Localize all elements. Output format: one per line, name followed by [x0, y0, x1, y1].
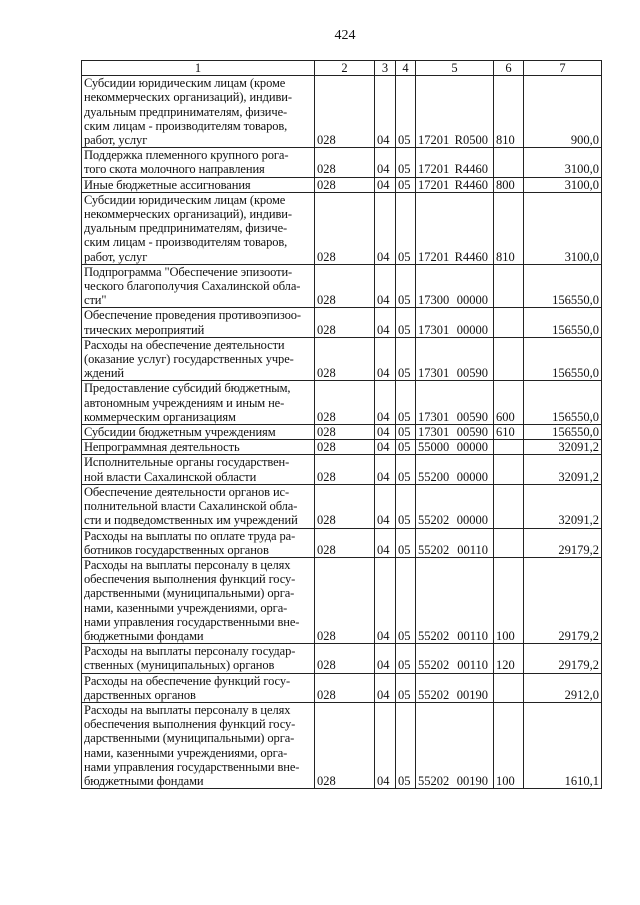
expense-name: Обеспечение деятельности органов ис- полнительной власти Сахалинской обла- сти и подведомственных им учреждений	[82, 484, 315, 528]
section-code: 04	[375, 148, 396, 177]
target-article-cell	[416, 177, 494, 192]
header-col-1: 1	[82, 61, 315, 76]
target-article-direction: 00000	[456, 322, 488, 337]
subsection-code: 05	[396, 308, 416, 337]
target-article-cell	[416, 702, 494, 788]
target-article-direction: 00590	[456, 409, 488, 424]
table-row	[82, 425, 602, 440]
target-article-direction: 00000	[456, 293, 488, 308]
section-code: 04	[375, 308, 396, 337]
target-article-direction: 00590	[456, 425, 488, 440]
target-article-program: 55202	[418, 542, 450, 557]
table-row	[82, 337, 602, 381]
ministry-code: 028	[315, 557, 375, 643]
expense-name: Предоставление субсидий бюджетным, автономным учреждениям и иным не- коммерческим организациям	[82, 381, 315, 425]
ministry-code: 028	[315, 337, 375, 381]
ministry-code: 028	[315, 148, 375, 177]
expense-name: Поддержка племенного крупного рога- того скота молочного направления	[82, 148, 315, 177]
target-article-program: 55200	[418, 469, 450, 484]
amount: 156550,0	[524, 425, 602, 440]
expense-type-code	[494, 308, 524, 337]
subsection-code: 05	[396, 455, 416, 484]
table-row	[82, 644, 602, 673]
amount: 3100,0	[524, 192, 602, 264]
target-article-cell	[416, 484, 494, 528]
expense-type-code: 800	[494, 177, 524, 192]
target-article-direction: 00000	[456, 513, 488, 528]
ministry-code: 028	[315, 702, 375, 788]
amount: 156550,0	[524, 337, 602, 381]
header-col-7: 7	[524, 61, 602, 76]
subsection-code: 05	[396, 484, 416, 528]
subsection-code: 05	[396, 177, 416, 192]
ministry-code: 028	[315, 528, 375, 557]
header-col-6: 6	[494, 61, 524, 76]
table-row	[82, 484, 602, 528]
target-article-direction: 00000	[456, 469, 488, 484]
target-article-program: 17201	[418, 133, 450, 148]
target-article-direction: 00190	[456, 773, 488, 788]
section-code: 04	[375, 484, 396, 528]
ministry-code: 028	[315, 177, 375, 192]
target-article-cell	[416, 381, 494, 425]
target-article-direction: 00190	[456, 687, 488, 702]
section-code: 04	[375, 337, 396, 381]
expense-type-code	[494, 337, 524, 381]
ministry-code: 028	[315, 264, 375, 308]
subsection-code: 05	[396, 264, 416, 308]
expense-type-code: 600	[494, 381, 524, 425]
amount: 3100,0	[524, 148, 602, 177]
expense-type-code	[494, 264, 524, 308]
ministry-code: 028	[315, 308, 375, 337]
table-row	[82, 177, 602, 192]
expense-type-code: 120	[494, 644, 524, 673]
target-article-direction: 00000	[456, 440, 488, 455]
expense-name: Расходы на обеспечение деятельности (оказание услуг) государственных учре- ждений	[82, 337, 315, 381]
table-row	[82, 528, 602, 557]
target-article-program: 17300	[418, 293, 450, 308]
amount: 900,0	[524, 76, 602, 148]
target-article-cell	[416, 440, 494, 455]
section-code: 04	[375, 381, 396, 425]
header-col-2: 2	[315, 61, 375, 76]
target-article-program: 17201	[418, 177, 450, 192]
ministry-code: 028	[315, 484, 375, 528]
target-article-cell	[416, 455, 494, 484]
target-article-cell	[416, 528, 494, 557]
amount: 2912,0	[524, 673, 602, 702]
target-article-direction: 00110	[457, 658, 488, 673]
section-code: 04	[375, 264, 396, 308]
amount: 156550,0	[524, 264, 602, 308]
expense-name: Расходы на выплаты персоналу в целях обеспечения выполнения функций госу- дарственными (муниципальными) орга- нами, казенными учреждениями, орга- нами управления государственными вне- бюджетными фондами	[82, 557, 315, 643]
expense-type-code	[494, 440, 524, 455]
expense-type-code	[494, 673, 524, 702]
target-article-direction: 00590	[456, 366, 488, 381]
page-number: 424	[334, 28, 356, 43]
ministry-code: 028	[315, 673, 375, 702]
ministry-code: 028	[315, 440, 375, 455]
section-code: 04	[375, 702, 396, 788]
subsection-code: 05	[396, 528, 416, 557]
target-article-cell	[416, 264, 494, 308]
expense-name: Непрограммная деятельность	[82, 440, 315, 455]
ministry-code: 028	[315, 425, 375, 440]
amount: 29179,2	[524, 557, 602, 643]
target-article-program: 17301	[418, 425, 450, 440]
section-code: 04	[375, 425, 396, 440]
target-article-cell	[416, 148, 494, 177]
section-code: 04	[375, 76, 396, 148]
expense-name: Субсидии юридическим лицам (кроме некоммерческих организаций), индиви- дуальным предпринимателям, физиче- ским лицам - производителям товаров, работ, услуг	[82, 76, 315, 148]
section-code: 04	[375, 644, 396, 673]
expense-type-code: 100	[494, 702, 524, 788]
amount: 1610,1	[524, 702, 602, 788]
target-article-direction: 00110	[457, 628, 488, 643]
ministry-code: 028	[315, 192, 375, 264]
table-row	[82, 557, 602, 643]
target-article-cell	[416, 76, 494, 148]
amount: 32091,2	[524, 440, 602, 455]
expense-type-code	[494, 484, 524, 528]
target-article-cell	[416, 308, 494, 337]
target-article-direction: R4460	[454, 249, 488, 264]
expense-name: Субсидии бюджетным учреждениям	[82, 425, 315, 440]
ministry-code: 028	[315, 381, 375, 425]
subsection-code: 05	[396, 192, 416, 264]
expense-name: Субсидии юридическим лицам (кроме некоммерческих организаций), индиви- дуальным предпринимателям, физиче- ским лицам - производителям товаров, работ, услуг	[82, 192, 315, 264]
expense-name: Иные бюджетные ассигнования	[82, 177, 315, 192]
target-article-direction: R0500	[454, 133, 488, 148]
target-article-direction: R4460	[454, 162, 488, 177]
subsection-code: 05	[396, 76, 416, 148]
amount: 156550,0	[524, 381, 602, 425]
amount: 3100,0	[524, 177, 602, 192]
budget-table	[81, 60, 602, 789]
table-row	[82, 308, 602, 337]
table-row	[82, 264, 602, 308]
table-row	[82, 440, 602, 455]
target-article-program: 55202	[418, 513, 450, 528]
table-row	[82, 192, 602, 264]
expense-type-code	[494, 148, 524, 177]
expense-name: Расходы на обеспечение функций госу- дарственных органов	[82, 673, 315, 702]
target-article-program: 17301	[418, 322, 450, 337]
subsection-code: 05	[396, 440, 416, 455]
target-article-direction: R4460	[454, 177, 488, 192]
table-row	[82, 673, 602, 702]
subsection-code: 05	[396, 425, 416, 440]
section-code: 04	[375, 673, 396, 702]
subsection-code: 05	[396, 148, 416, 177]
table-row	[82, 455, 602, 484]
target-article-cell	[416, 337, 494, 381]
expense-name: Расходы на выплаты персоналу в целях обеспечения выполнения функций госу- дарственными (муниципальными) орга- нами, казенными учреждениями, орга- нами управления государственными вне- бюджетными фондами	[82, 702, 315, 788]
expense-name: Обеспечение проведения противоэпизоо- тических мероприятий	[82, 308, 315, 337]
table-header-row	[82, 61, 602, 76]
target-article-program: 55202	[418, 773, 450, 788]
section-code: 04	[375, 557, 396, 643]
target-article-cell	[416, 673, 494, 702]
expense-type-code: 610	[494, 425, 524, 440]
section-code: 04	[375, 528, 396, 557]
ministry-code: 028	[315, 76, 375, 148]
section-code: 04	[375, 192, 396, 264]
amount: 156550,0	[524, 308, 602, 337]
target-article-cell	[416, 644, 494, 673]
target-article-program: 17201	[418, 162, 450, 177]
subsection-code: 05	[396, 644, 416, 673]
ministry-code: 028	[315, 455, 375, 484]
expense-type-code	[494, 455, 524, 484]
amount: 29179,2	[524, 644, 602, 673]
table-body	[82, 76, 602, 789]
table-row	[82, 76, 602, 148]
ministry-code: 028	[315, 644, 375, 673]
header-col-5: 5	[416, 61, 494, 76]
amount: 29179,2	[524, 528, 602, 557]
section-code: 04	[375, 455, 396, 484]
amount: 32091,2	[524, 455, 602, 484]
subsection-code: 05	[396, 702, 416, 788]
target-article-program: 17301	[418, 366, 450, 381]
expense-name: Подпрограмма "Обеспечение эпизооти- ческого благополучия Сахалинской обла- сти"	[82, 264, 315, 308]
target-article-program: 17301	[418, 409, 450, 424]
expense-name: Расходы на выплаты персоналу государ- ственных (муниципальных) органов	[82, 644, 315, 673]
expense-type-code: 810	[494, 76, 524, 148]
target-article-cell	[416, 192, 494, 264]
target-article-program: 55202	[418, 658, 450, 673]
section-code: 04	[375, 177, 396, 192]
table-row	[82, 148, 602, 177]
target-article-direction: 00110	[457, 542, 488, 557]
expense-name: Исполнительные органы государствен- ной власти Сахалинской области	[82, 455, 315, 484]
subsection-code: 05	[396, 381, 416, 425]
table-row	[82, 381, 602, 425]
subsection-code: 05	[396, 673, 416, 702]
target-article-program: 55202	[418, 687, 450, 702]
header-col-4: 4	[396, 61, 416, 76]
subsection-code: 05	[396, 337, 416, 381]
header-col-3: 3	[375, 61, 396, 76]
section-code: 04	[375, 440, 396, 455]
expense-type-code: 810	[494, 192, 524, 264]
target-article-cell	[416, 557, 494, 643]
amount: 32091,2	[524, 484, 602, 528]
expense-type-code: 100	[494, 557, 524, 643]
expense-name: Расходы на выплаты по оплате труда ра- ботников государственных органов	[82, 528, 315, 557]
table-row	[82, 702, 602, 788]
subsection-code: 05	[396, 557, 416, 643]
target-article-program: 55202	[418, 628, 450, 643]
target-article-program: 55000	[418, 440, 450, 455]
expense-type-code	[494, 528, 524, 557]
target-article-program: 17201	[418, 249, 450, 264]
target-article-cell	[416, 425, 494, 440]
